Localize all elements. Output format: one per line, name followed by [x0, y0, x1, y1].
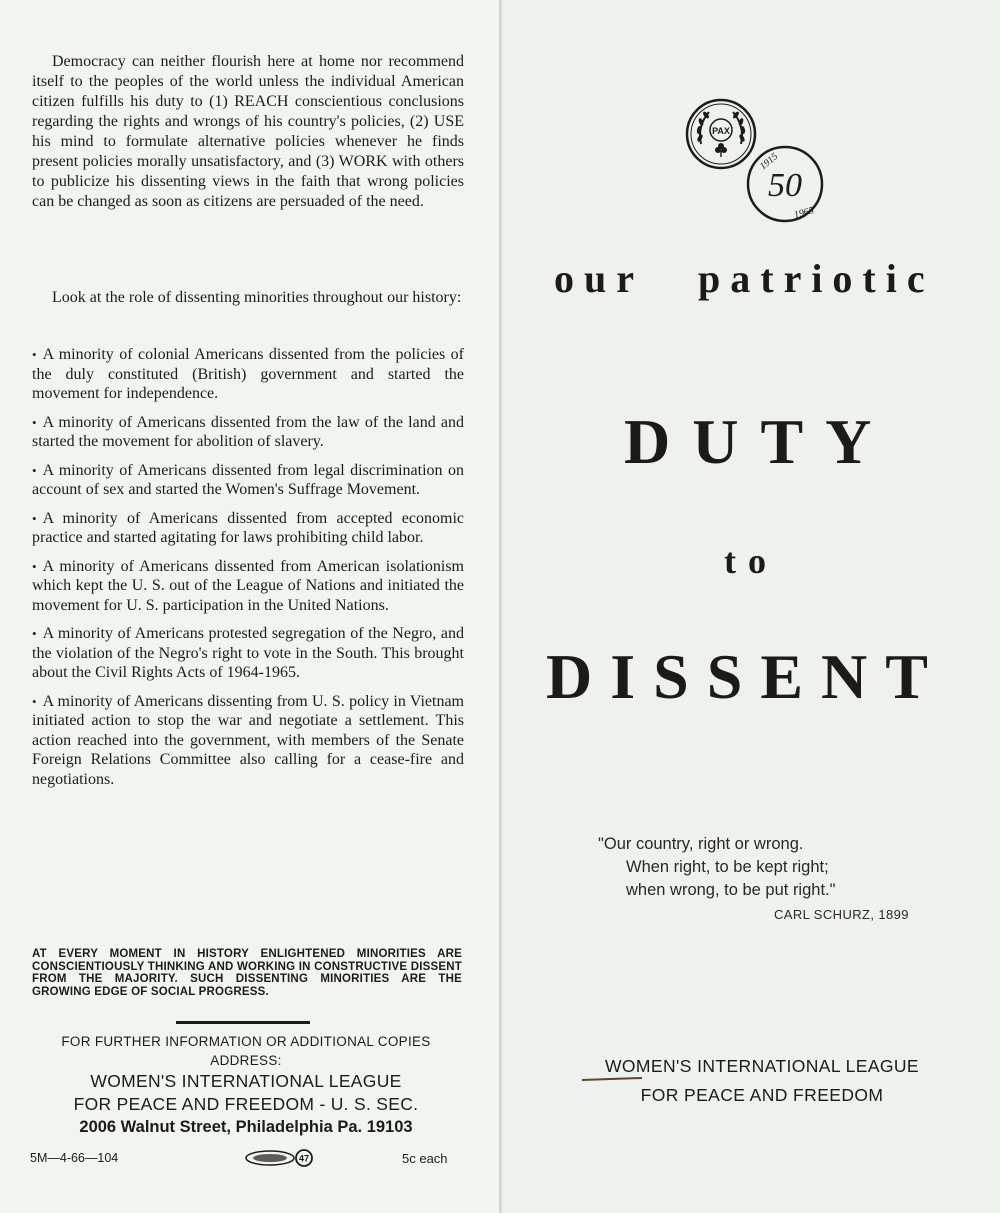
closing-statement: AT EVERY MOMENT IN HISTORY ENLIGHTENED MINORITIES ARE CONSCIENTIOUSLY THINKING AND WORKING IN CONSTRUCTIVE DISSENT FROM THE MAJORITY. SUCH DISSENTING MINORITIES ARE THE GROWING EDGE OF SOCIAL PROGRESS. — [32, 948, 462, 998]
end-year: 1965 — [792, 205, 816, 221]
contact-instruction: FOR FURTHER INFORMATION OR ADDITIONAL COPIES — [61, 1034, 431, 1049]
print-code: 5M—4-66—104 — [30, 1151, 119, 1165]
pax-anniversary-seal-icon — [685, 96, 825, 226]
publisher-name-line2: FOR PEACE AND FREEDOM — [640, 1085, 884, 1105]
list-item: • A minority of Americans dissented from the law of the land and started the movement for abolition of slavery. — [32, 413, 464, 450]
anniversary-number: 50 — [768, 167, 802, 204]
contact-address-label: ADDRESS: — [210, 1053, 282, 1068]
bullet-icon: • — [32, 558, 37, 574]
quote-line: "Our country, right or wrong. — [598, 835, 804, 853]
list-item: • A minority of Americans dissented from accepted economic practice and started agitating for laws prohibiting child labor. — [32, 509, 464, 546]
publisher-name-line1: WOMEN'S INTERNATIONAL LEAGUE — [604, 1056, 920, 1076]
bullet-icon: • — [32, 414, 37, 430]
contact-org-name: WOMEN'S INTERNATIONAL LEAGUE — [90, 1071, 402, 1091]
contact-org-section: FOR PEACE AND FREEDOM - U. S. SEC. — [73, 1094, 419, 1114]
list-item: • A minority of colonial Americans dissented from the policies of the duly constituted (British) government and started the movement for independence. — [32, 346, 464, 402]
union-label-number: 47 — [298, 1153, 310, 1164]
bullet-icon: • — [32, 347, 37, 362]
union-label-icon — [244, 1148, 316, 1168]
title-word-patriotic: patriotic — [698, 256, 935, 301]
list-item: • A minority of Americans protested segregation of the Negro, and the violation of the Negro's right to vote in the South. This brought about the Civil Rights Acts of 1964-1965. — [32, 625, 464, 681]
bullet-icon: • — [32, 626, 37, 641]
bullet-icon: • — [32, 510, 37, 526]
divider — [176, 1021, 310, 1024]
list-item: • A minority of Americans dissenting from U. S. policy in Vietnam initiated action to stop the war and negotiate a settlement. This action reached into the government, with members of the Senate Foreign Relations Committee also calling for a cease-fire and negotiations. — [32, 692, 464, 788]
publisher-name — [562, 1052, 962, 1110]
title-word-to: to — [724, 541, 778, 581]
price-label: 5c each — [402, 1151, 448, 1166]
pax-text: PAX — [712, 126, 730, 136]
quote-attribution: CARL SCHURZ, 1899 — [774, 907, 909, 922]
intro-paragraph: Democracy can neither flourish here at home nor recommend itself to the peoples of the world unless the individual American citizen fulfills his duty to (1) REACH conscientious conclusions regarding the rights and wrongs of his country's policies, (2) USE his mind to formulate alternative policies whenever he finds present policies morally unsatisfactory, and (3) WORK with others to publicize his dissenting views in the faith that wrong policies can be changed as soon as citizens are persuaded of the need. — [32, 53, 464, 210]
dissent-history-list — [32, 345, 464, 798]
right-panel — [502, 0, 1000, 1213]
contact-block — [24, 1032, 468, 1138]
contact-street-address: 2006 Walnut Street, Philadelphia Pa. 19103 — [79, 1118, 413, 1136]
quote-line: When right, to be kept right; — [626, 858, 829, 876]
quote-line: when wrong, to be put right." — [626, 881, 836, 899]
history-lead-paragraph: Look at the role of dissenting minorities throughout our history: — [52, 289, 462, 306]
list-item: • A minority of Americans dissented from legal discrimination on account of sex and started the Women's Suffrage Movement. — [32, 461, 464, 498]
list-item: • A minority of Americans dissented from American isolationism which kept the U. S. out of the League of Nations and initiated the movement for U. S. participation in the United Nations. — [32, 557, 464, 614]
start-year: 1915 — [757, 151, 781, 173]
title-word-duty: DUTY — [624, 406, 894, 477]
bullet-icon: • — [32, 693, 37, 709]
title-word-dissent: DISSENT — [546, 641, 946, 712]
bullet-icon: • — [32, 462, 37, 478]
title-word-our: our — [554, 256, 644, 301]
